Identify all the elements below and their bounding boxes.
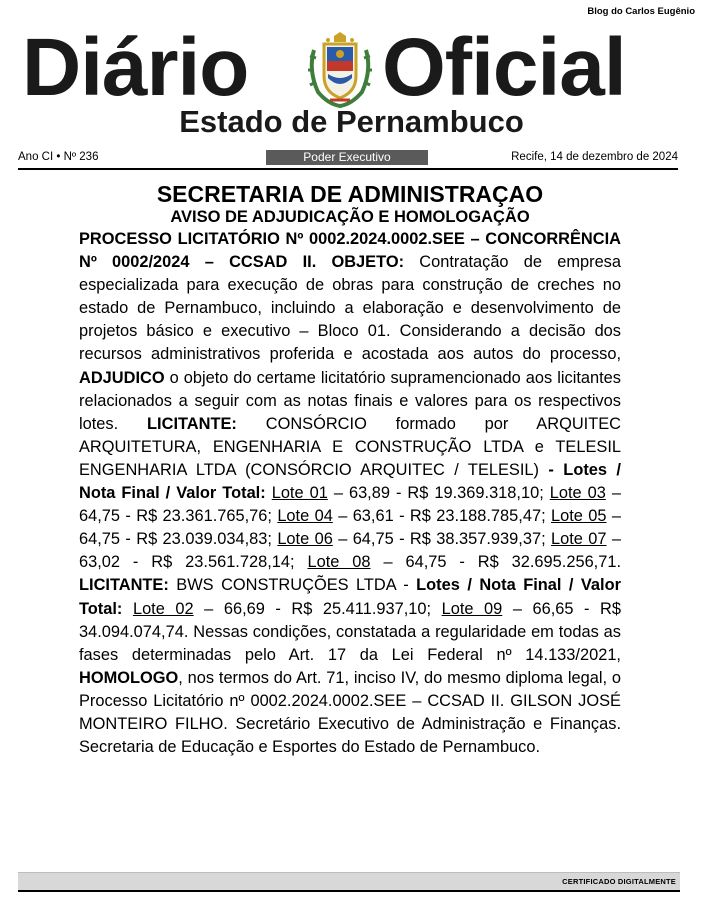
object-text: Contratação de empresa especializada para execução de obras para construção de creches no estado de Pernambuco, incluindo a elaboração e desenvolvimento de projetos básico e executivo – Bloco 01. Considerando a decisão dos recursos administrativos proferida e acostada aos autos do processo, xyxy=(79,253,621,364)
bidder-1-name: CONSÓRCIO formado por ARQUITEC ARQUITETURA, ENGENHARIA E CONSTRUÇÃO LTDA e TELESIL ENGENHARIA LTDA (CONSÓRCIO ARQUITEC / TELESIL) xyxy=(79,414,621,479)
lot-03-value: – 64,75 - R$ 23.361.765,76; xyxy=(79,484,622,526)
bidder-2-name: BWS CONSTRUÇÕES LTDA - xyxy=(168,576,417,595)
homologo-keyword: HOMOLOGO xyxy=(79,668,179,687)
masthead-subtitle: Estado de Pernambuco xyxy=(179,104,524,139)
coat-of-arms-icon xyxy=(304,30,376,110)
lot-08-label: Lote 08 xyxy=(307,553,371,572)
adjudication-text: o objeto do certame licitatório supramencionado aos licitantes relacionados a seguir com as notas finais e valores para os respectivos lotes. xyxy=(79,368,621,433)
bidder-label-1: LICITANTE: xyxy=(147,414,237,433)
masthead xyxy=(0,22,703,114)
closing-text: , nos termos do Art. 71, inciso IV, do mesmo diploma legal, o Processo Licitatório nº 0002.2024.0002.SEE – CCSAD II. GILSON JOSÉ MONTEIRO FILHO. Secretário Executivo de Administração e Finanças. Secretaria de Educação e Esportes do Estado de Pernambuco. xyxy=(79,668,621,757)
publication-date: Recife, 14 de dezembro de 2024 xyxy=(511,151,678,163)
footer-bar xyxy=(18,872,680,891)
regularity-text: Nessas condições, constatada a regularidade em todas as fases determinadas pelo Art. 17 da Lei Federal nº 14.133/2021, xyxy=(79,622,621,664)
lot-07-value: – 63,02 - R$ 23.561.728,14; xyxy=(79,530,622,572)
blog-credit: Blog do Carlos Eugênio xyxy=(587,6,695,17)
lot-07-label: Lote 07 xyxy=(551,530,607,549)
lot-05-label: Lote 05 xyxy=(551,507,607,526)
lot-05-value: – 64,75 - R$ 23.039.034,83; xyxy=(79,507,622,549)
header-rule xyxy=(18,168,678,170)
lots-header-1: - Lotes / Nota Final / Valor Total: xyxy=(79,460,621,503)
article-subtitle: AVISO DE ADJUDICAÇÃO E HOMOLOGAÇÃO xyxy=(170,208,530,226)
edition-number: Ano CI • Nº 236 xyxy=(18,151,99,163)
article-body xyxy=(79,228,621,759)
article-title: SECRETARIA DE ADMINISTRAÇAO xyxy=(156,181,544,207)
article xyxy=(79,181,621,759)
lot-03-label: Lote 03 xyxy=(549,484,606,503)
lot-01-label: Lote 01 xyxy=(271,484,328,503)
lots-header-2: Lotes / Nota Final / Valor Total: xyxy=(79,576,621,618)
lot-09-label: Lote 09 xyxy=(441,599,503,618)
footer-rule xyxy=(18,890,680,892)
lot-08-value: – 64,75 - R$ 32.695.256,71. xyxy=(370,553,622,572)
info-bar xyxy=(18,150,678,166)
digital-certification-label: CERTIFICADO DIGITALMENTE xyxy=(562,877,676,886)
masthead-title-right: Oficial xyxy=(382,22,626,113)
process-heading: PROCESSO LICITATÓRIO Nº 0002.2024.0002.SEE – CONCORRÊNCIA Nº 0002/2024 – CCSAD II. OBJETO: xyxy=(79,230,621,272)
bidder-label-2: LICITANTE: xyxy=(79,576,169,595)
masthead-title-left: Diário xyxy=(22,22,249,113)
lot-06-value: – 64,75 - R$ 38.357.939,37; xyxy=(332,530,551,549)
adjudico-keyword: ADJUDICO xyxy=(79,368,165,387)
lot-04-value: – 63,61 - R$ 23.188.785,47; xyxy=(332,507,551,526)
lot-02-label: Lote 02 xyxy=(132,599,194,618)
lot-06-label: Lote 06 xyxy=(277,530,333,549)
section-label: Poder Executivo xyxy=(266,150,428,165)
lot-02-value: – 66,69 - R$ 25.411.937,10; xyxy=(193,599,442,618)
lot-09-value: – 66,65 - R$ 34.094.074,74. xyxy=(79,599,622,641)
lot-04-label: Lote 04 xyxy=(277,507,333,526)
lot-01-value: – 63,89 - R$ 19.369.318,10; xyxy=(327,484,550,503)
